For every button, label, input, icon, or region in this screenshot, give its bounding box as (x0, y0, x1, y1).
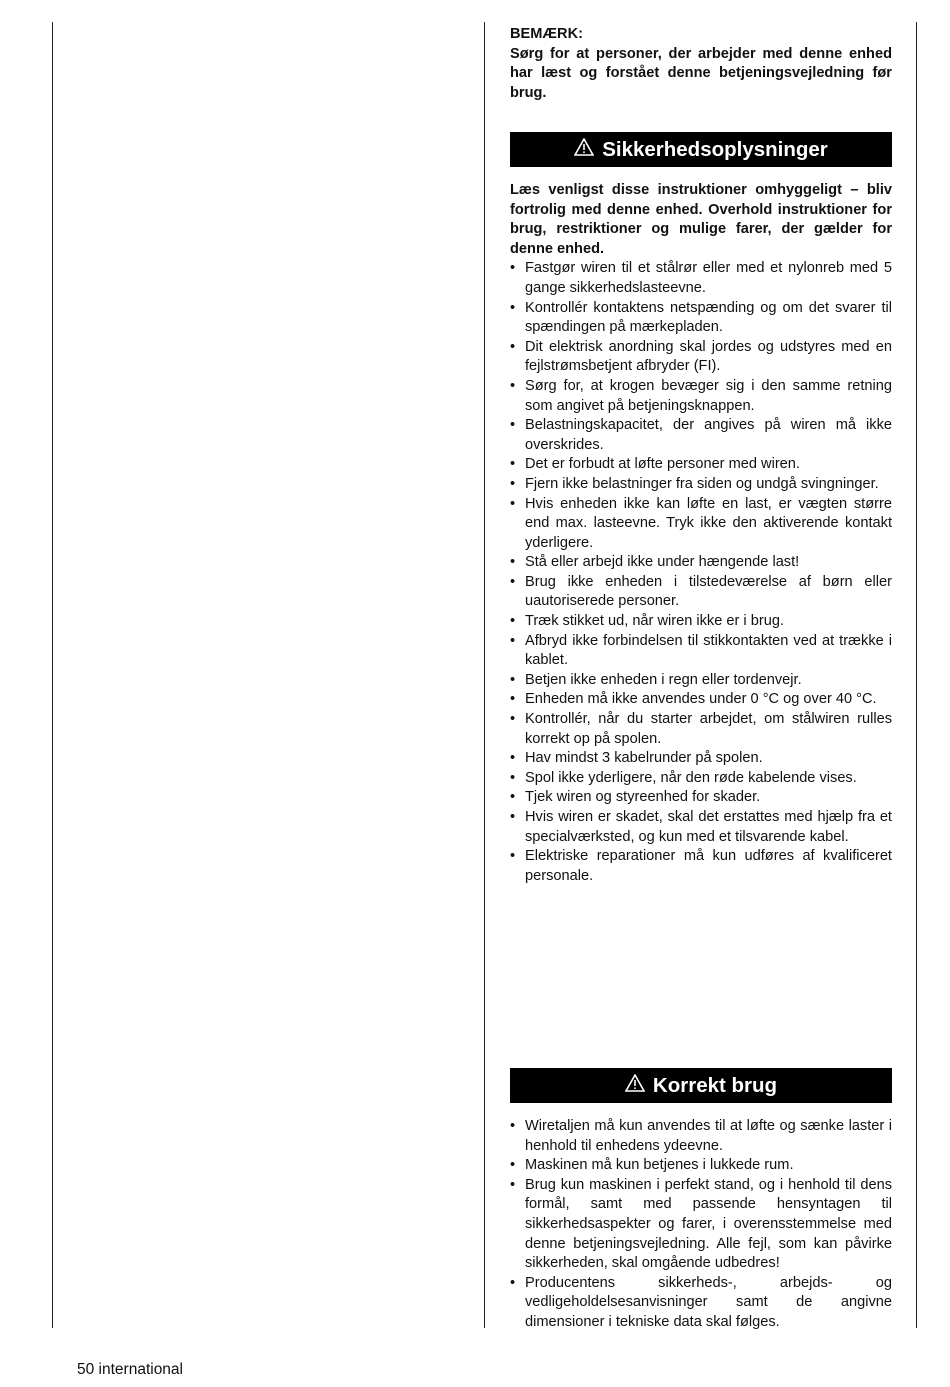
note-block (510, 25, 892, 103)
list-item-text: Sørg for, at krogen bevæger sig i den samme retning som angivet på betjeningsknappen. (525, 377, 892, 414)
list-item-text: Belastningskapacitet, der angives på wiren må ikke overskrides. (525, 417, 892, 453)
list-item (510, 259, 892, 298)
list-item (510, 632, 892, 671)
list-item-text: Stå eller arbejd ikke under hængende last! (525, 554, 800, 571)
bullet-icon: • (510, 750, 516, 767)
page-footer: 50 international (77, 1361, 183, 1378)
bullet-icon: • (510, 475, 516, 492)
list-item-text: Elektriske reparationer må kun udføres af kvalificeret personale. (525, 848, 892, 884)
left-margin-rule (52, 22, 53, 1328)
list-item-text: Brug ikke enheden i tilstedeværelse af børn eller uautoriserede personer. (525, 573, 892, 610)
bullet-icon: • (510, 769, 516, 786)
list-item-text: Træk stikket ud, når wiren ikke er i brug. (525, 613, 784, 630)
bullet-icon: • (510, 848, 516, 865)
list-item-text: Betjen ikke enheden i regn eller tordenvejr. (525, 671, 802, 688)
bullet-icon: • (510, 671, 516, 688)
safety-section-header (510, 132, 892, 167)
list-item-text: Kontrollér, når du starter arbejdet, om stålwiren rulles korrekt op på spolen. (525, 711, 892, 747)
list-item-text: Kontrollér kontaktens netspænding og om det svarer til spændingen på mærkepladen. (525, 299, 892, 336)
list-item-text: Hvis enheden ikke kan løfte en last, er vægten større end max. lasteevne. Tryk ikke den aktiverende kontakt yderligere. (525, 495, 892, 551)
usage-section-title: Korrekt brug (652, 1073, 778, 1097)
warning-triangle-icon (625, 1074, 645, 1098)
bullet-icon: • (510, 632, 516, 649)
bullet-icon: • (510, 417, 516, 434)
list-item-text: Enheden må ikke anvendes under 0 °C og over 40 °C. (525, 691, 877, 708)
list-item-text: Brug kun maskinen i perfekt stand, og i henhold til dens formål, samt med passende hensyntagen til sikkerhedsaspekter og farer, i overensstemmelse med denne betjeningsvejledning. Alle fejl, som kan påvirke sikkerheden, skal omgående udbedres! (525, 1176, 892, 1272)
list-item-text: Hvis wiren er skadet, skal det erstattes med hjælp fra et specialværksted, og kun med et tilsvarende kabel. (525, 809, 892, 845)
list-item-text: Producentens sikkerheds-, arbejds- og vedligeholdelsesanvisninger samt de angivne dimensioner i tekniske data skal følges. (525, 1274, 892, 1330)
bullet-icon: • (510, 691, 516, 708)
bullet-icon: • (510, 711, 516, 728)
list-item-text: Hav mindst 3 kabelrunder på spolen. (525, 750, 763, 767)
usage-section-header (510, 1068, 892, 1103)
bullet-icon: • (510, 1176, 516, 1193)
bullet-icon: • (510, 573, 516, 590)
usage-list (510, 1117, 892, 1333)
list-item (510, 416, 892, 455)
safety-section-body (510, 181, 892, 886)
list-item (510, 847, 892, 886)
bullet-icon: • (510, 789, 516, 806)
list-item (510, 788, 892, 808)
list-item-text: Det er forbudt at løfte personer med wiren. (525, 456, 800, 473)
safety-section-title: Sikkerhedsoplysninger (602, 137, 828, 161)
center-column-rule (484, 22, 485, 1328)
list-item (510, 455, 892, 475)
list-item-text: Spol ikke yderligere, når den røde kabelende vises. (525, 769, 857, 786)
note-heading: BEMÆRK: (510, 26, 583, 42)
bullet-icon: • (510, 554, 516, 571)
list-item-text: Fastgør wiren til et stålrør eller med et nylonreb med 5 gange sikkerhedslasteevne. (525, 260, 892, 296)
list-item (510, 808, 892, 847)
list-item (510, 1176, 892, 1274)
bullet-icon: • (510, 809, 516, 825)
bullet-icon: • (510, 1118, 516, 1134)
list-item-text: Fjern ikke belastninger fra siden og undgå svingninger. (525, 475, 879, 492)
warning-triangle-icon (574, 138, 594, 162)
list-item (510, 710, 892, 749)
bullet-icon: • (510, 1274, 516, 1291)
list-item (510, 1117, 892, 1156)
list-item-text: Afbryd ikke forbindelsen til stikkontakten ved at trække i kablet. (525, 632, 892, 669)
bullet-icon: • (510, 377, 516, 394)
list-item (510, 769, 892, 789)
right-margin-rule (916, 22, 917, 1328)
list-item (510, 612, 892, 632)
list-item (510, 749, 892, 769)
list-item (510, 1274, 892, 1333)
list-item (510, 475, 892, 495)
bullet-icon: • (510, 495, 516, 512)
list-item-text: Wiretaljen må kun anvendes til at løfte og sænke laster i henhold til enhedens ydeevne. (525, 1118, 892, 1154)
list-item (510, 553, 892, 573)
list-item (510, 299, 892, 338)
bullet-icon: • (510, 613, 516, 630)
list-item (510, 671, 892, 691)
list-item-text: Maskinen må kun betjenes i lukkede rum. (525, 1157, 794, 1174)
bullet-icon: • (510, 1157, 516, 1174)
bullet-icon: • (510, 260, 516, 277)
bullet-icon: • (510, 456, 516, 473)
note-text: Sørg for at personer, der arbejder med denne enhed har læst og forstået denne betjeningsvejledning før brug. (510, 45, 892, 101)
usage-section-body (510, 1117, 892, 1333)
bullet-icon: • (510, 338, 516, 355)
list-item (510, 377, 892, 416)
list-item-text: Dit elektrisk anordning skal jordes og udstyres med en fejlstrømsbetjent afbryder (FI). (525, 338, 892, 375)
list-item (510, 1156, 892, 1176)
list-item (510, 338, 892, 377)
list-item-text: Tjek wiren og styreenhed for skader. (525, 789, 761, 806)
list-item (510, 573, 892, 612)
list-item (510, 690, 892, 710)
safety-intro: Læs venligst disse instruktioner omhyggeligt – bliv fortrolig med denne enhed. Overhold instruktioner for brug, restriktioner og mulige farer, der gælder for denne enhed. (510, 182, 892, 257)
safety-list (510, 259, 892, 886)
list-item (510, 495, 892, 554)
bullet-icon: • (510, 299, 516, 316)
